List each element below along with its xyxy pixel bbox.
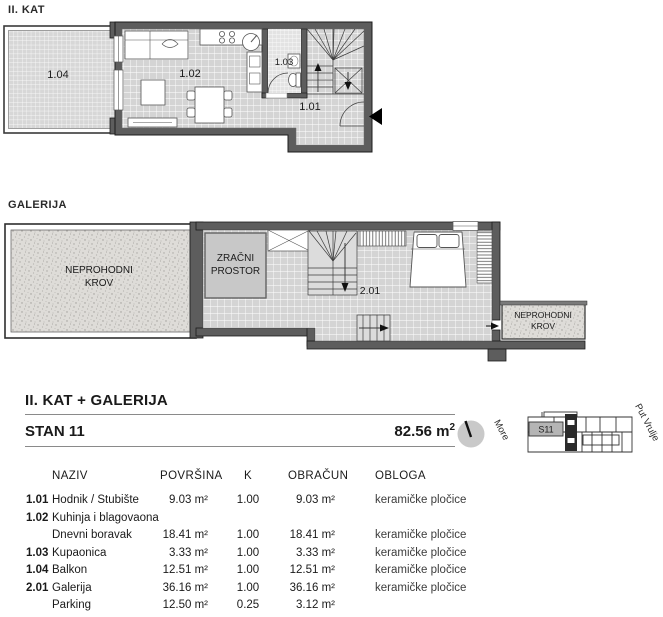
room-label-104: 1.04 (47, 69, 69, 81)
plan-label-galerija: GALERIJA (8, 199, 67, 211)
row-k: 1.00 (236, 494, 260, 506)
row-k: 1.00 (236, 529, 260, 541)
row-code: 1.01 (26, 494, 49, 506)
air-space (205, 233, 266, 298)
air-space-label-1: ZRAČNI (216, 253, 255, 264)
total-area: 82.56 $m^2$ (394, 422, 455, 440)
table-row (0, 562, 663, 580)
row-povrsina: 12.51 m² (162, 564, 208, 576)
col-header-k: K (243, 470, 253, 482)
room-label-103: 1.03 (274, 57, 294, 68)
room-label-201: 2.01 (359, 285, 381, 297)
room-label-101: 1.01 (299, 101, 321, 113)
table-row (0, 527, 663, 545)
row-code: 1.02 (26, 511, 49, 524)
plan-label-kat2: II. KAT (8, 4, 45, 16)
col-header-naziv: NAZIV (52, 470, 88, 482)
table-row (0, 597, 663, 615)
row-obloga: keramičke pločice (375, 529, 467, 541)
row-code: 1.04 (26, 564, 49, 576)
row-naziv: Kupaonica (52, 546, 107, 559)
roof-left-label-1: NEPROHODNI (65, 265, 133, 276)
sitemap-unit-label: S11 (538, 424, 554, 435)
roof-left (5, 224, 196, 338)
row-obracun: 18.41 m² (289, 529, 335, 541)
row-obracun: 3.12 m² (296, 599, 335, 611)
row-naziv: Hodnik / Stubište (52, 494, 139, 506)
row-code: 2.01 (26, 581, 49, 594)
floorplan-galerija (0, 215, 663, 370)
row-naziv: Parking (52, 599, 91, 611)
row-povrsina: 12.50 m² (162, 599, 208, 611)
row-naziv: Kuhinja i blagovaona (52, 511, 159, 524)
compass-icon (453, 416, 489, 452)
table-row (0, 510, 663, 528)
row-povrsina: 36.16 m² (162, 581, 208, 594)
unit-name: STAN 11 (25, 423, 85, 440)
row-k: 1.00 (236, 581, 260, 594)
row-obloga: keramičke pločice (375, 546, 467, 559)
title-block (25, 392, 455, 447)
row-obracun: 12.51 m² (289, 564, 335, 576)
areas-table (0, 468, 663, 615)
row-povrsina: 9.03 m² (169, 494, 208, 506)
row-obracun: 9.03 m² (296, 494, 335, 506)
col-header-obloga: OBLOGA (375, 470, 426, 482)
air-space-label-2: PROSTOR (210, 266, 261, 277)
row-naziv: Balkon (52, 564, 88, 576)
row-povrsina: 18.41 m² (162, 529, 208, 541)
row-naziv: Galerija (52, 581, 92, 594)
table-row (0, 580, 663, 598)
row-k: 1.00 (236, 564, 260, 576)
roof-right-label-1: NEPROHODNI (514, 310, 572, 320)
col-header-povrsina: POVRŠINA (160, 470, 223, 482)
sitemap-sea-label: More (491, 418, 512, 443)
row-obloga: keramičke pločice (375, 564, 467, 576)
stairs-galerija (308, 231, 357, 295)
row-naziv: Dnevni boravak (52, 529, 132, 541)
floorplan-kat2 (0, 14, 395, 174)
row-k: 1.00 (236, 546, 260, 559)
roof-right (500, 301, 587, 339)
roof-left-label-2: KROV (84, 278, 114, 289)
sitemap (520, 405, 640, 467)
row-obracun: 36.16 m² (289, 581, 335, 594)
stair-void (268, 230, 310, 251)
page-title: II. KAT + GALERIJA (25, 392, 455, 415)
row-obloga: keramičke pločice (375, 581, 467, 594)
row-code: 1.03 (26, 546, 49, 559)
table-row (0, 492, 663, 510)
table-row (0, 545, 663, 563)
sitemap-street-label: Put Vrulje (632, 402, 662, 444)
table-header-row (0, 468, 663, 492)
row-povrsina: 3.33 m² (169, 546, 208, 559)
roof-right-label-2: KROV (530, 321, 556, 331)
row-obloga: keramičke pločice (375, 494, 467, 506)
row-obracun: 3.33 m² (296, 546, 335, 559)
row-k: 0.25 (236, 599, 260, 611)
room-label-102: 1.02 (179, 68, 201, 80)
col-header-obracun: OBRAČUN (288, 470, 349, 482)
